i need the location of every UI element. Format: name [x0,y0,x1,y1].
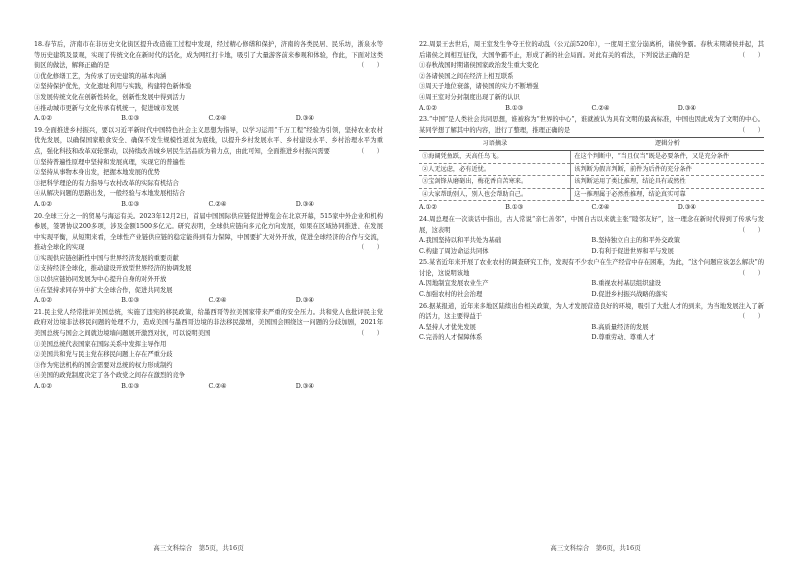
question-option: ②坚持保护优先，文化遗址利用与实践，构建特色新体验 [34,83,192,91]
choice-b: B.①③ [121,297,140,305]
question-option: ③发展传统文化在创新性转化，创新性发展中得到活力 [34,93,186,101]
choice-c: C.②④ [591,204,610,212]
choice-c: C.②④ [591,104,610,112]
choice-a: A.我国坚持以和平共处为基础 [419,237,502,245]
table-row: ②人无远虑，必有近忧。 该判断为假言判断，前件为后件的充分条件 [419,163,764,176]
question-option: ③作为宪法机构的国会需要对总统的权力形成制约 [34,361,173,369]
choice-a: A.因地制宜发展农业生产 [419,280,489,288]
choice-b: B.重视农村基层组织建设 [591,280,662,288]
choice-d: D.③④ [295,115,314,123]
choice-d: D.③④ [677,204,696,212]
choice-b: B.坚持独立自主的和平外交政策 [591,237,680,245]
choice-a: A.①② [34,297,52,305]
answer-choices [419,279,764,290]
choice-a: A.①② [34,115,52,123]
choice-c: C.②④ [208,200,227,208]
question-option: ②美国共和党与民主党在移民问题上存在严重分歧 [34,351,173,359]
question-option: ①春秋战国时期诸侯国家政治发生重大变化 [419,62,539,70]
page-footer-left: 高三文科综合 第5页，共16页 [153,544,244,552]
question-option: ④推动城市更新与文化传承有机统一，促进城市发展 [34,104,179,112]
answer-choices [419,203,764,214]
choice-c: C.②④ [208,383,227,390]
question-23 [419,115,764,214]
left-question-list [34,40,383,393]
choice-a: A.①② [34,200,52,208]
page-footer-right: 高三文科综合 第6页，共16页 [550,544,641,552]
table-header: 逻辑分析 [571,138,764,151]
table-row: ①海阔凭鱼跃，天高任鸟飞。 在这个判断中，“当且仅当”既是必要条件，又是充分条件 [419,150,764,163]
question-19 [34,126,383,211]
answer-choices [419,104,764,115]
question-option: ①实现供应链创新性中国与世界经济发展的重要贡献 [34,254,179,262]
choice-a: A.①② [419,104,437,112]
question-option: ②支持经济全球化，推动建设开放型世界经济的协调发展 [34,265,192,273]
question-option: ①优化修缮工艺，为传承了历史建筑的基本肉涵 [34,72,167,80]
table-row: ③宝剑锋从磨砺出，梅花香自苦寒来。 该判断运用了类比推理，结论具有或然性 [419,176,764,189]
question-stem: 24.周总理在一次谈话中指出，古人常说“亲仁善邻”，中国自古以来就主张“睦邻友好”，这一理念在新时代得到了传承与发展，这表明 （ ） [419,215,764,234]
reasoning-table [419,137,764,201]
question-stem: 18.春节后，济南市在非历史文化街区提升改造施工过程中发现，经过精心修缮和保护，济南的各类民居、民乐坊，浙泉水等等历史建筑及景观，实现了传统文化在新时代的活化，成为网红打卡地，吸引了大量游客前来参观和体验，作此，下面对这类街区的做法，解释正确的是 （ ） [34,41,383,70]
question-20 [34,212,383,307]
question-24 [419,215,764,257]
table-row: ④大家帮助别人，别人也会帮助自己。 这一推理属于必然性推理，结论真实可靠 [419,188,764,201]
question-option: ③周天子地位衰落，诸侯国的实力不断增强 [419,83,539,91]
question-25 [419,258,764,300]
choice-b: B.高质量经济的发展 [591,323,649,331]
choice-c: C.构建了周边命运共同体 [419,247,489,255]
answer-choices [419,236,764,247]
answer-choices [419,290,764,301]
question-option: ①美国总统代表国家在国际关系中发挥主导作用 [34,340,167,348]
choice-a: A.坚持人才优先发展 [419,323,476,331]
answer-choices [34,114,383,125]
question-26 [419,302,764,344]
table-header: 习语摘录 [419,138,571,151]
choice-d: D.③④ [295,383,314,390]
choice-d: D.③④ [677,104,696,112]
question-stem: 26.据某报道，近年来多地区陆续出台相关政策，为人才发展营造良好的环境，吸引了大批人才的到来，为当地发展注入了新的活力，这主要得益于 （ ） [419,302,764,321]
question-option: ④从解决问题的思路出发，一般经验与本地发展相结合 [34,190,186,198]
choice-b: B.①③ [121,200,140,208]
choice-d: D.有利于促进世界和平与发展 [591,247,674,255]
question-option: ④美国的政党制度决定了各个政党之间存在激烈的竞争 [34,372,186,380]
choice-d: D.③④ [295,297,314,305]
answer-choices [34,200,383,211]
answer-choices [34,296,383,307]
choice-c: C.完善的人才保障体系 [419,334,483,342]
choice-a: A.①② [419,204,437,212]
question-stem: 21.民主党人经常批评美国总统，实施了违宪的移民政策，给墨西哥等拉美国家带来严重的安全压力。共和党人也批评民主党政府对边境非法移民问题的处理不力，造成美国与墨西哥边境的非法移民激增，美国国会围绕这一问题的分歧加剧，2021年美国总统与国会之间就边境墙问题展开激烈对抗，可以说明美国 （ ） [34,308,383,338]
choice-b: B.①③ [505,104,524,112]
choice-c: C.②④ [208,297,227,305]
answer-choices [34,382,383,393]
question-option: ①坚持普遍性原理中坚持和发展真理，实现它的普遍性 [34,158,186,166]
choice-b: B.①③ [121,115,140,123]
question-stem: 20.全球三分之一的贸易与海运有关。2023年12月2日，首届中国国际供应链促进博览会在北京开幕，515家中外企业和机构参展，签署协议200多项，涉及金额1500多亿元。研究表明，全球供应链向多元化方向发展，如果在区域协同推进、在发展中实现平衡，从短期来看，全球性产业链供应链的稳定能得到有力保障，中国要扩大对外开放，促进全球经济的合作与交流，推动全球化的实现 （ ） [34,212,383,252]
question-option: ④在坚持求同存异中扩大全球合作，促进共同发展 [34,286,173,294]
question-stem: 19.全面推进乡村振兴，要以习近平新时代中国特色社会主义思想为指导，以学习运用“千万工程”经验为引领，坚持农业农村优先发展，以确保国家粮食安全、确保不发生规模性返贫为底线，以提升乡村发展水平、乡村建设水平、乡村治理水平为重点，强化科技和改革双轮驱动，以持续改善城乡居民生活品质为着力点，由此可知，全面推进乡村振兴需要 （ ） [34,126,383,155]
question-option: ④周王室对分封制度出现了新的认识 [419,93,520,101]
question-22 [419,40,764,114]
question-18 [34,40,383,125]
answer-choices [419,333,764,344]
choice-d: D.尊重劳动、尊重人才 [591,334,655,342]
question-option: ③以供应链协同发展为中心提升自身的对外开放 [34,276,167,284]
choice-a: A.①② [34,383,52,390]
question-option: ③把科学理论的有力指导与农村改革的实际有机结合 [34,179,179,187]
question-stem: 22.周景王去世后，周王室发生争夺王位的动乱（公元前520年），一度周王室分崩离析，诸侯争霸。春秋末期诸侯并起，其后诸侯之间相互征伐，大国争霸不止，形成了新的社会局面。对此有关的看法，下列说法正确的是 （ ） [419,41,764,59]
question-21 [34,308,383,393]
question-option: ②坚持从事物本身出发，把握本地发展的优势 [34,169,160,177]
answer-choices [419,323,764,334]
choice-c: C.加强农村的社会治理 [419,291,483,299]
choice-d: D.③④ [295,200,314,208]
choice-c: C.②④ [208,115,227,123]
exam-page-right [397,0,794,561]
answer-choices [419,247,764,258]
question-option: ②各诸侯国之间在经济上相互联系 [419,72,514,80]
question-stem: 25.某省近年来开展了农业农村的调查研究工作，发现有不少农户在生产经营中存在困难，为此，“这个问题应该怎么解决”的讨论，这说明该地 （ ） [419,259,764,277]
choice-d: D.促进乡村振兴战略的落实 [591,291,668,299]
choice-b: B.①③ [121,383,140,390]
question-stem: 23.“中国”是人类社会共同思想，谁被称为“世界的中心”，谁就被认为具有文明的最高标准，中国也因此成为了文明的中心。某同学想了解其中的内容，进行了整理，推理正确的是 （ ） [419,116,764,134]
choice-b: B.①③ [505,204,524,212]
